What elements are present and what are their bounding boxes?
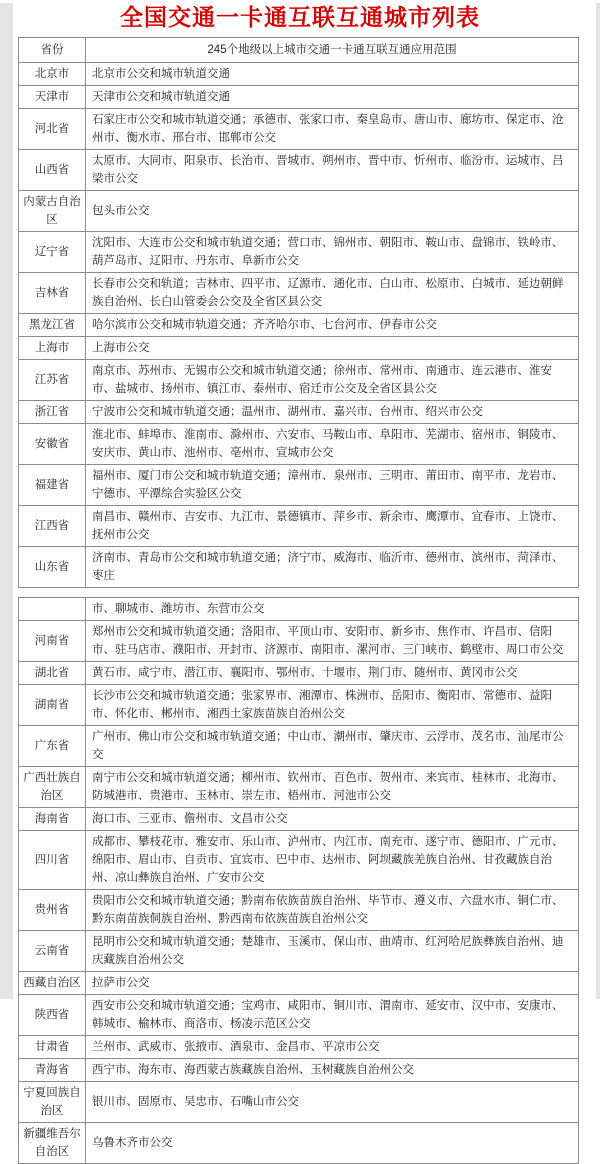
province-cell: 贵州省 — [19, 890, 86, 931]
table-row — [19, 767, 579, 808]
province-cell: 陕西省 — [19, 995, 86, 1036]
province-cell: 安徽省 — [19, 424, 86, 465]
cities-cell: 北京市公交和城市轨道交通 — [86, 63, 579, 86]
cities-cell: 西安市公交和城市轨道交通；宝鸡市、咸阳市、铜川市、渭南市、延安市、汉中市、安康市、韩城市、榆林市、商洛市、杨凌示范区公交 — [86, 995, 579, 1036]
cities-cell: 南昌市、赣州市、吉安市、九江市、景德镇市、萍乡市、新余市、鹰潭市、宜春市、上饶市、抚州市公交 — [86, 506, 579, 547]
cities-cell: 南京市、苏州市、无锡市公交和城市轨道交通；徐州市、常州市、南通市、连云港市、淮安市、盐城市、扬州市、镇江市、泰州市、宿迁市公交及全省区县公交 — [86, 360, 579, 401]
province-cell: 山东省 — [19, 547, 86, 588]
province-cell: 上海市 — [19, 337, 86, 360]
cities-cell: 上海市公交 — [86, 337, 579, 360]
table-row — [19, 360, 579, 401]
table-row — [19, 314, 579, 337]
province-cell: 吉林省 — [19, 273, 86, 314]
cities-cell: 长春市公交和轨道；吉林市、四平市、辽源市、通化市、白山市、松原市、白城市、延边朝鲜族自治州、长白山管委会公交及全省区县公交 — [86, 273, 579, 314]
table-row — [19, 86, 579, 109]
page-margin-left — [0, 3, 13, 999]
province-cell: 河南省 — [19, 621, 86, 662]
province-cell: 黑龙江省 — [19, 314, 86, 337]
province-cell: 河北省 — [19, 109, 86, 150]
city-list-table-part1 — [18, 37, 579, 588]
table-row — [19, 808, 579, 831]
cities-cell: 长沙市公交和城市轨道交通；张家界市、湘潭市、株洲市、岳阳市、衡阳市、常德市、益阳市、怀化市、郴州市、湘西土家族苗族自治州公交 — [86, 685, 579, 726]
province-cell: 广东省 — [19, 726, 86, 767]
city-list-table-part2 — [18, 597, 579, 1164]
table-row — [19, 726, 579, 767]
cities-cell: 成都市、攀枝花市、雅安市、乐山市、泸州市、内江市、南充市、遂宁市、德阳市、广元市、绵阳市、眉山市、自贡市、宜宾市、巴中市、达州市、阿坝藏族羌族自治州、甘孜藏族自治州、凉山彝族自治州、广安市公交 — [86, 831, 579, 890]
table-row — [19, 506, 579, 547]
cities-cell: 宁波市公交和城市轨道交通；温州市、湖州市、嘉兴市、台州市、绍兴市公交 — [86, 401, 579, 424]
table-row — [19, 890, 579, 931]
cities-cell: 郑州市公交和城市轨道交通；洛阳市、平顶山市、安阳市、新乡市、焦作市、许昌市、信阳市、驻马店市、濮阳市、开封市、济源市、南阳市、漯河市、三门峡市、鹤壁市、周口市公交 — [86, 621, 579, 662]
cities-cell: 南宁市公交和城市轨道交通；柳州市、钦州市、百色市、贺州市、来宾市、桂林市、北海市、防城港市、贵港市、玉林市、崇左市、梧州市、河池市公交 — [86, 767, 579, 808]
province-cell — [19, 598, 86, 621]
header-scope-cell: 245个地级以上城市交通一卡通互联互通应用范围 — [86, 38, 579, 63]
cities-cell: 拉萨市公交 — [86, 972, 579, 995]
table-row — [19, 191, 579, 232]
cities-cell: 天津市公交和城市轨道交通 — [86, 86, 579, 109]
cities-cell: 淮北市、蚌埠市、淮南市、滁州市、六安市、马鞍山市、阜阳市、芜湖市、宿州市、铜陵市、安庆市、黄山市、池州市、亳州市、宣城市公交 — [86, 424, 579, 465]
province-cell: 辽宁省 — [19, 232, 86, 273]
cities-cell: 银川市、固原市、吴忠市、石嘴山市公交 — [86, 1082, 579, 1123]
table-row — [19, 931, 579, 972]
cities-cell: 海口市、三亚市、儋州市、文昌市公交 — [86, 808, 579, 831]
cities-cell: 黄石市、咸宁市、潜江市、襄阳市、鄂州市、十堰市、荆门市、随州市、黄冈市公交 — [86, 662, 579, 685]
table-row — [19, 1082, 579, 1123]
province-cell: 四川省 — [19, 831, 86, 890]
cities-cell: 济南市、青岛市公交和城市轨道交通；济宁市、威海市、临沂市、德州市、滨州市、菏泽市、枣庄 — [86, 547, 579, 588]
table-row — [19, 273, 579, 314]
table-row — [19, 621, 579, 662]
cities-cell: 昆明市公交和城市轨道交通；楚雄市、玉溪市、保山市、曲靖市、红河哈尼族彝族自治州、迪庆藏族自治州公交 — [86, 931, 579, 972]
table-row — [19, 831, 579, 890]
province-cell: 江西省 — [19, 506, 86, 547]
page-margin-right — [596, 3, 600, 999]
table-row — [19, 337, 579, 360]
province-cell: 湖北省 — [19, 662, 86, 685]
province-cell: 宁夏回族自治区 — [19, 1082, 86, 1123]
cities-cell: 兰州市、武威市、张掖市、酒泉市、金昌市、平凉市公交 — [86, 1036, 579, 1059]
table-row — [19, 1059, 579, 1082]
province-cell: 天津市 — [19, 86, 86, 109]
province-cell: 云南省 — [19, 931, 86, 972]
cities-cell: 包头市公交 — [86, 191, 579, 232]
table-row — [19, 109, 579, 150]
table-header-row — [19, 38, 579, 63]
province-cell: 江苏省 — [19, 360, 86, 401]
table-row — [19, 1036, 579, 1059]
cities-cell: 太原市、大同市、阳泉市、长治市、晋城市、朔州市、晋中市、忻州市、临汾市、运城市、吕梁市公交 — [86, 150, 579, 191]
table-row — [19, 662, 579, 685]
table-row — [19, 150, 579, 191]
province-cell: 青海省 — [19, 1059, 86, 1082]
table-row — [19, 995, 579, 1036]
cities-cell: 乌鲁木齐市公交 — [86, 1123, 579, 1164]
cities-cell: 广州市、佛山市公交和城市轨道交通；中山市、潮州市、肇庆市、云浮市、茂名市、汕尾市公交 — [86, 726, 579, 767]
table-row — [19, 63, 579, 86]
province-cell: 北京市 — [19, 63, 86, 86]
cities-cell: 石家庄市公交和城市轨道交通；承德市、张家口市、秦皇岛市、唐山市、廊坊市、保定市、沧州市、衡水市、邢台市、邯郸市公交 — [86, 109, 579, 150]
province-cell: 内蒙古自治区 — [19, 191, 86, 232]
province-cell: 山西省 — [19, 150, 86, 191]
province-cell: 福建省 — [19, 465, 86, 506]
province-cell: 海南省 — [19, 808, 86, 831]
province-cell: 西藏自治区 — [19, 972, 86, 995]
page-title: 全国交通一卡通互联互通城市列表 — [120, 4, 480, 30]
table-split-gap — [0, 588, 600, 597]
cities-cell: 市、聊城市、潍坊市、东营市公交 — [86, 598, 579, 621]
province-cell: 甘肃省 — [19, 1036, 86, 1059]
table-row — [19, 401, 579, 424]
header-province-cell: 省份 — [19, 38, 86, 63]
table-row — [19, 547, 579, 588]
table-row — [19, 598, 579, 621]
province-cell: 广西壮族自治区 — [19, 767, 86, 808]
table-row — [19, 424, 579, 465]
cities-cell: 沈阳市、大连市公交和城市轨道交通；营口市、锦州市、朝阳市、鞍山市、盘锦市、铁岭市、葫芦岛市、辽阳市、丹东市、阜新市公交 — [86, 232, 579, 273]
table-row — [19, 232, 579, 273]
table-row — [19, 1123, 579, 1164]
cities-cell: 贵阳市公交和城市轨道交通；黔南布依族苗族自治州、毕节市、遵义市、六盘水市、铜仁市、黔东南苗族侗族自治州、黔西南布依族苗族自治州公交 — [86, 890, 579, 931]
cities-cell: 哈尔滨市公交和城市轨道交通；齐齐哈尔市、七台河市、伊春市公交 — [86, 314, 579, 337]
province-cell: 湖南省 — [19, 685, 86, 726]
province-cell: 浙江省 — [19, 401, 86, 424]
province-cell: 新疆维吾尔自治区 — [19, 1123, 86, 1164]
cities-cell: 西宁市、海东市、海西蒙古族藏族自治州、玉树藏族自治州公交 — [86, 1059, 579, 1082]
table-row — [19, 465, 579, 506]
cities-cell: 福州市、厦门市公交和城市轨道交通；漳州市、泉州市、三明市、莆田市、南平市、龙岩市、宁德市、平潭综合实验区公交 — [86, 465, 579, 506]
table-row — [19, 972, 579, 995]
table-row — [19, 685, 579, 726]
